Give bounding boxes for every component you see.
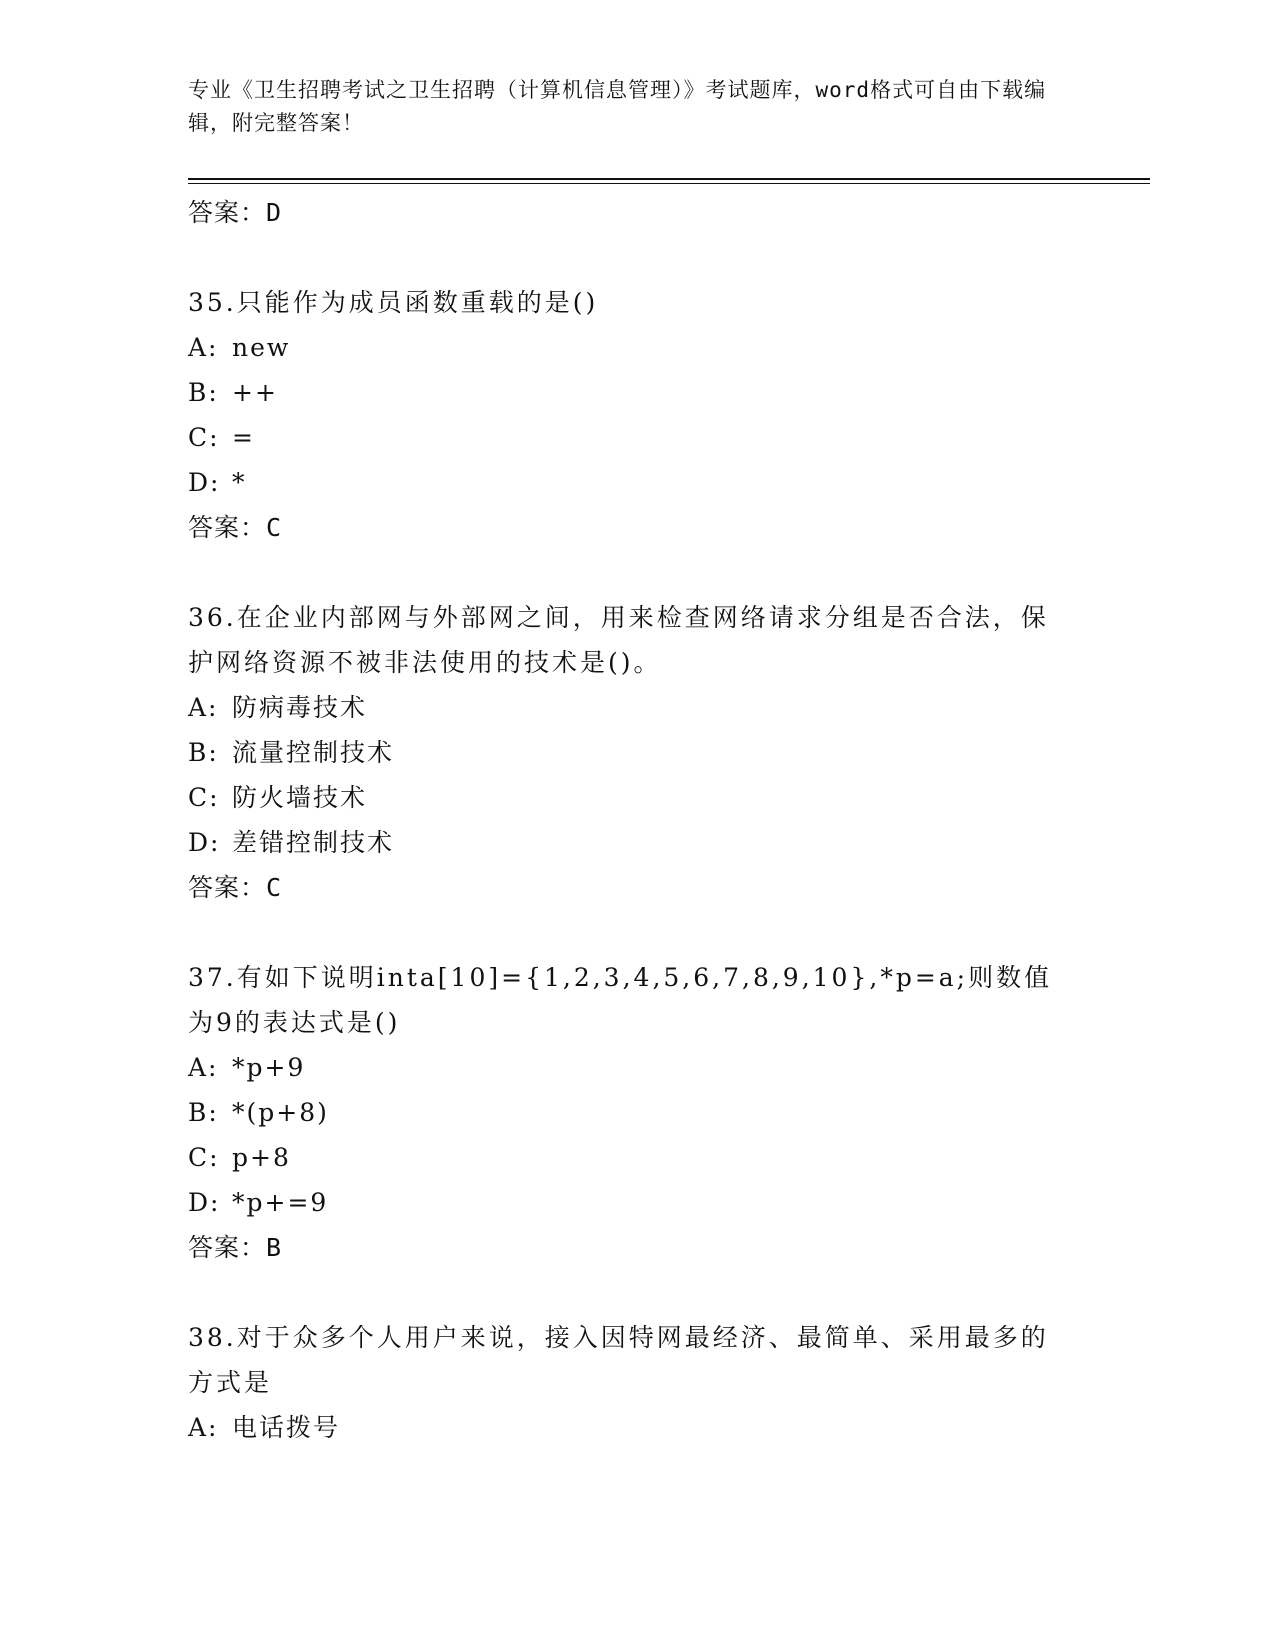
header-divider xyxy=(188,178,1150,184)
document-body xyxy=(188,190,1088,1450)
spacer xyxy=(188,1271,1088,1315)
option-line xyxy=(188,1090,1088,1135)
option-text: 流量控制技术 xyxy=(232,738,395,767)
option-text: = xyxy=(232,423,255,452)
question-stem: 36.在企业内部网与外部网之间，用来检查网络请求分组是否合法，保护网络资源不被非法使用的技术是()。 xyxy=(188,603,1049,677)
option-key: D: xyxy=(188,468,221,497)
spacer xyxy=(188,551,1088,595)
option-text: new xyxy=(232,333,291,362)
option-line xyxy=(188,730,1088,775)
option-key: B: xyxy=(188,1098,219,1127)
option-line xyxy=(188,370,1088,415)
option-text: 电话拨号 xyxy=(232,1413,341,1442)
answer-line xyxy=(188,1225,1088,1271)
spacer xyxy=(188,911,1088,955)
answer-value: B xyxy=(266,1233,283,1262)
option-line xyxy=(188,1045,1088,1090)
answer-value: D xyxy=(266,198,283,227)
option-line xyxy=(188,1180,1088,1225)
option-key: A: xyxy=(188,1413,219,1442)
option-text: ++ xyxy=(232,378,278,407)
question-stem: 35.只能作为成员函数重载的是() xyxy=(188,288,599,317)
option-key: A: xyxy=(188,1053,219,1082)
answer-line xyxy=(188,190,1088,236)
option-text: *(p+8) xyxy=(232,1098,329,1127)
option-line xyxy=(188,820,1088,865)
option-line xyxy=(188,325,1088,370)
answer-line xyxy=(188,865,1088,911)
question-stem: 38.对于众多个人用户来说，接入因特网最经济、最简单、采用最多的方式是 xyxy=(188,1323,1049,1397)
answer-label: 答案： xyxy=(188,513,267,542)
option-key: C: xyxy=(188,423,220,452)
answer-value: C xyxy=(266,513,283,542)
option-text: p+8 xyxy=(232,1143,291,1172)
answer-label: 答案： xyxy=(188,198,267,227)
option-text: *p+=9 xyxy=(232,1188,329,1217)
page-header: 专业《卫生招聘考试之卫生招聘（计算机信息管理）》考试题库，word格式可自由下载编辑，附完整答案！ xyxy=(188,78,1047,135)
answer-value: C xyxy=(266,873,283,902)
option-text: 防病毒技术 xyxy=(232,693,368,722)
option-key: D: xyxy=(188,828,221,857)
option-line xyxy=(188,685,1088,730)
option-text: 防火墙技术 xyxy=(232,783,368,812)
option-key: B: xyxy=(188,738,219,767)
spacer xyxy=(188,236,1088,280)
option-key: D: xyxy=(188,1188,221,1217)
option-text: *p+9 xyxy=(232,1053,306,1082)
answer-line xyxy=(188,505,1088,551)
question-stem: 37.有如下说明inta[10]={1,2,3,4,5,6,7,8,9,10},*p=a;则数值为9的表达式是() xyxy=(188,963,1053,1037)
option-line xyxy=(188,1405,1088,1450)
option-line xyxy=(188,1135,1088,1180)
option-line xyxy=(188,775,1088,820)
option-key: C: xyxy=(188,783,220,812)
option-line xyxy=(188,460,1088,505)
answer-label: 答案： xyxy=(188,1233,267,1262)
option-key: B: xyxy=(188,378,219,407)
option-key: C: xyxy=(188,1143,220,1172)
option-text: 差错控制技术 xyxy=(232,828,395,857)
option-key: A: xyxy=(188,693,219,722)
answer-label: 答案： xyxy=(188,873,267,902)
option-key: A: xyxy=(188,333,219,362)
option-line xyxy=(188,415,1088,460)
option-text: * xyxy=(232,468,247,497)
